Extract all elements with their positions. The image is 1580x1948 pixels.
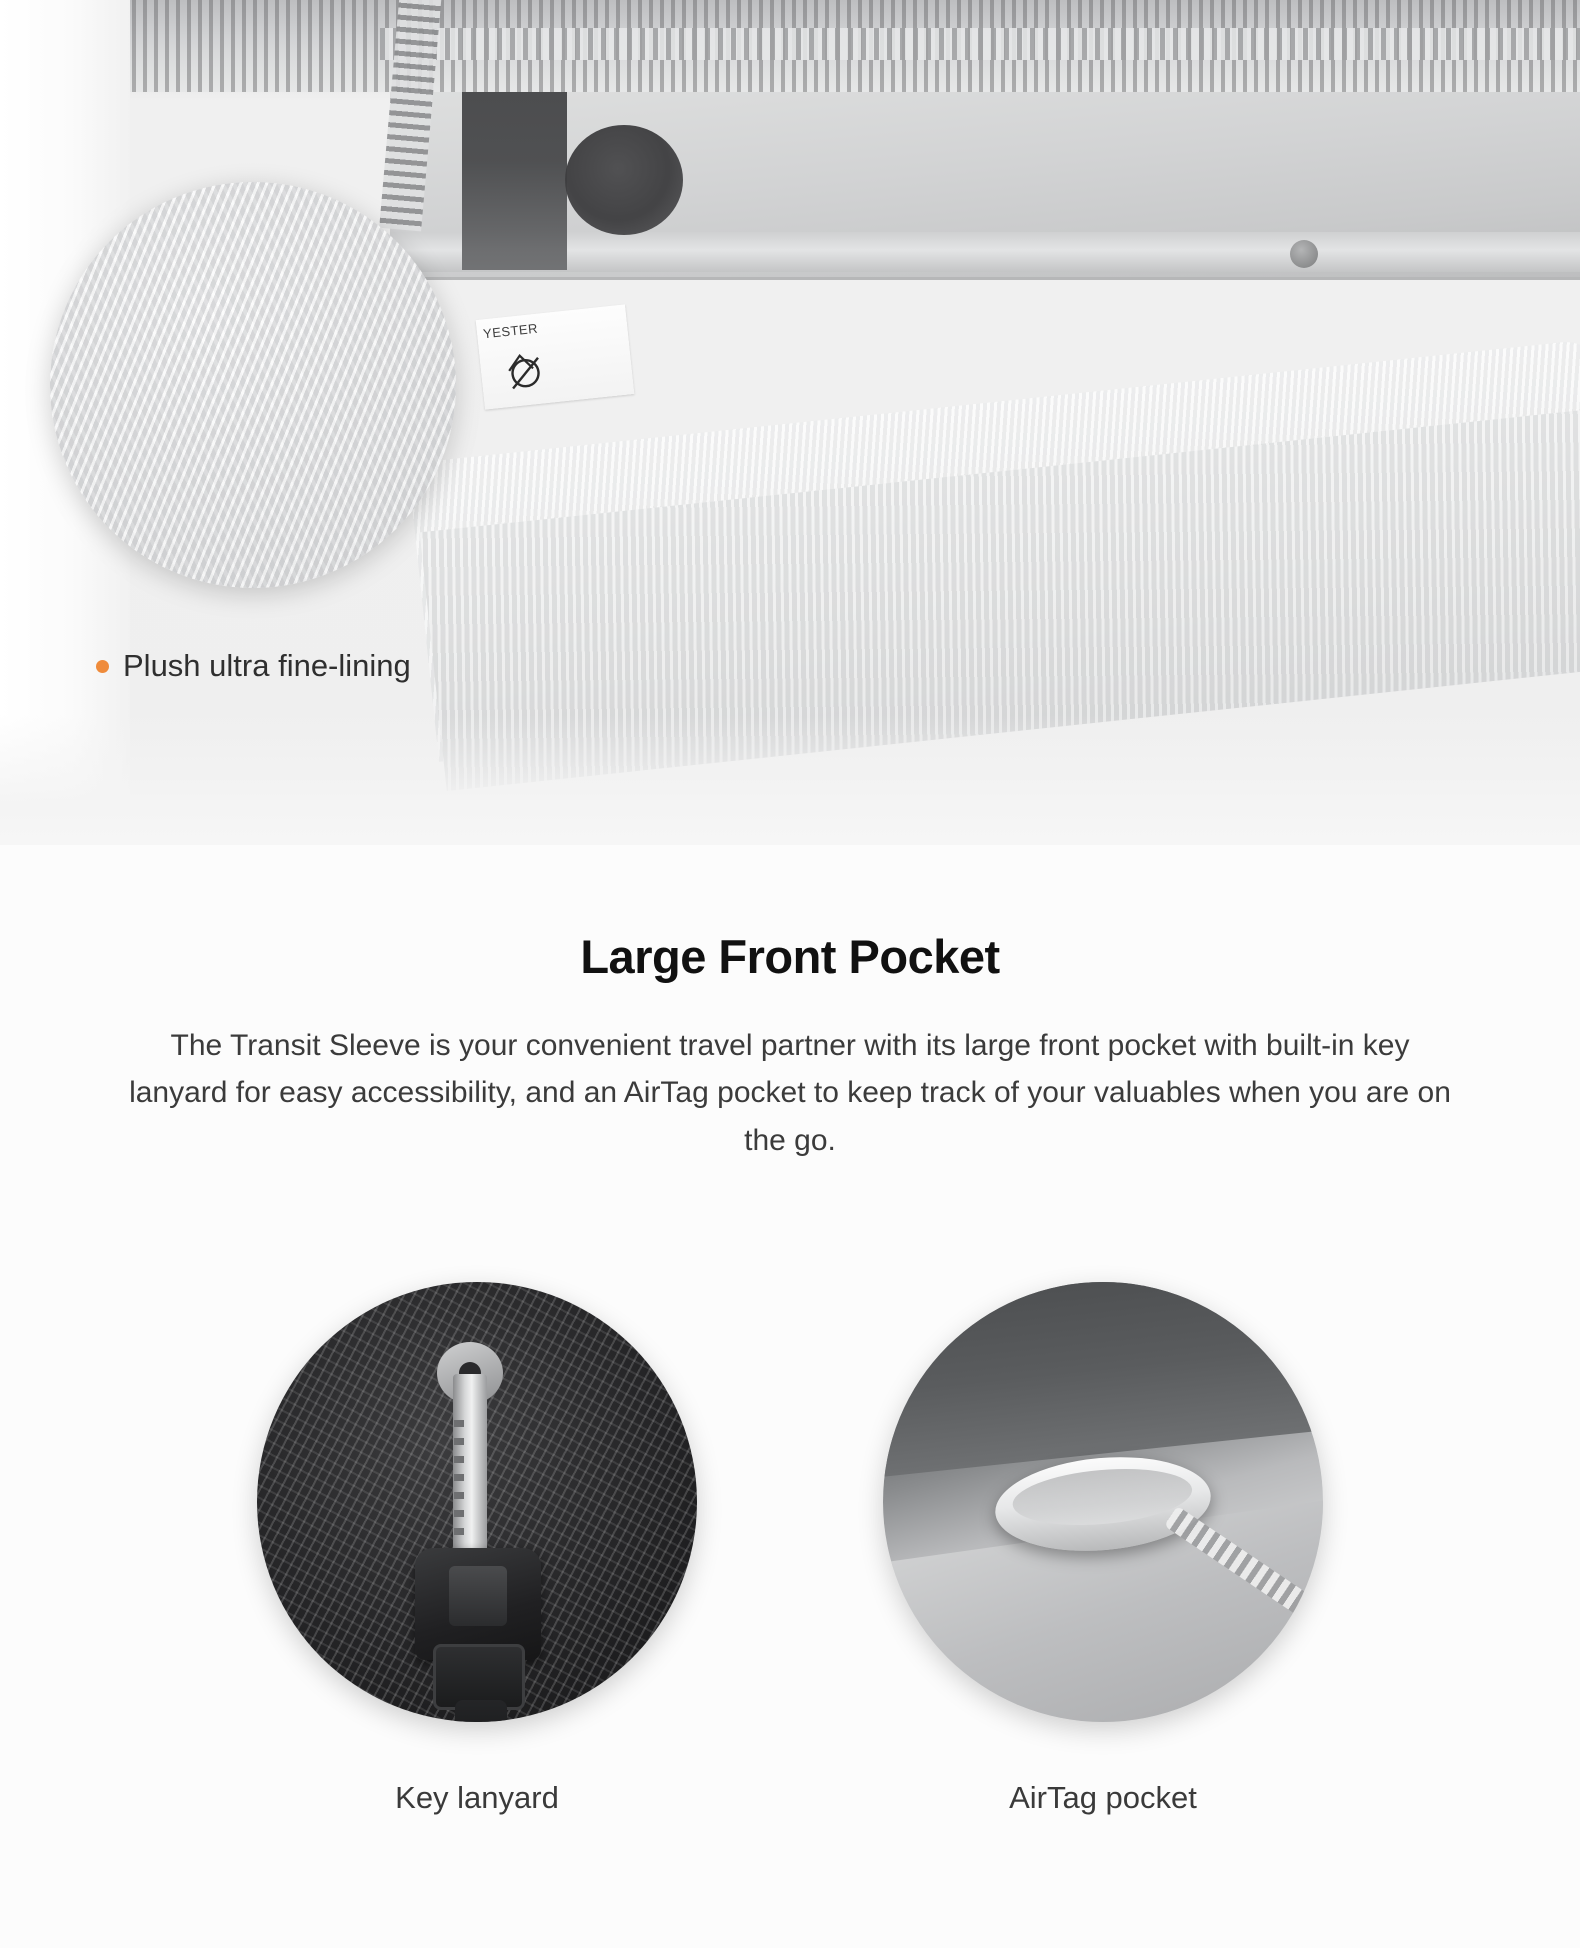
feature-key-lanyard — [257, 1282, 697, 1816]
laptop-speaker-hole — [565, 125, 683, 235]
zipper-teeth — [380, 28, 1580, 60]
key-lanyard-image — [257, 1282, 697, 1722]
plush-lining-caption — [96, 648, 411, 684]
laptop-port-right — [1290, 240, 1318, 268]
plush-lining-section — [0, 0, 1580, 845]
plush-lining-closeup-image — [50, 182, 456, 588]
photo-bottom-fade — [0, 715, 1580, 845]
care-label-text: YESTER — [482, 320, 539, 342]
key-shaft-shape — [453, 1374, 487, 1564]
plush-lining-caption-text: Plush ultra fine-lining — [123, 648, 411, 683]
laptop-edge — [390, 232, 1580, 272]
airtag-pocket-image — [883, 1282, 1323, 1722]
sleeve-zipper-band — [0, 0, 1580, 92]
bullet-dot-icon — [96, 660, 109, 673]
page-title: Large Front Pocket — [580, 930, 1000, 983]
feature-list — [0, 1282, 1580, 1816]
feature-label: Key lanyard — [395, 1780, 559, 1816]
pocket-upper-fabric — [883, 1282, 1323, 1479]
care-label-tag — [476, 304, 635, 409]
large-front-pocket-section — [0, 845, 1580, 1948]
no-bleach-icon — [501, 347, 549, 395]
section-description: The Transit Sleeve is your convenient travel partner with its large front pocket with built-in key lanyard for easy accessibility, and an AirTag pocket to keep track of your valuables when you are on the go. — [129, 1029, 1451, 1157]
feature-label: AirTag pocket — [1009, 1780, 1197, 1816]
zipper-tab-shape — [455, 1700, 507, 1722]
feature-airtag-pocket — [883, 1282, 1323, 1816]
